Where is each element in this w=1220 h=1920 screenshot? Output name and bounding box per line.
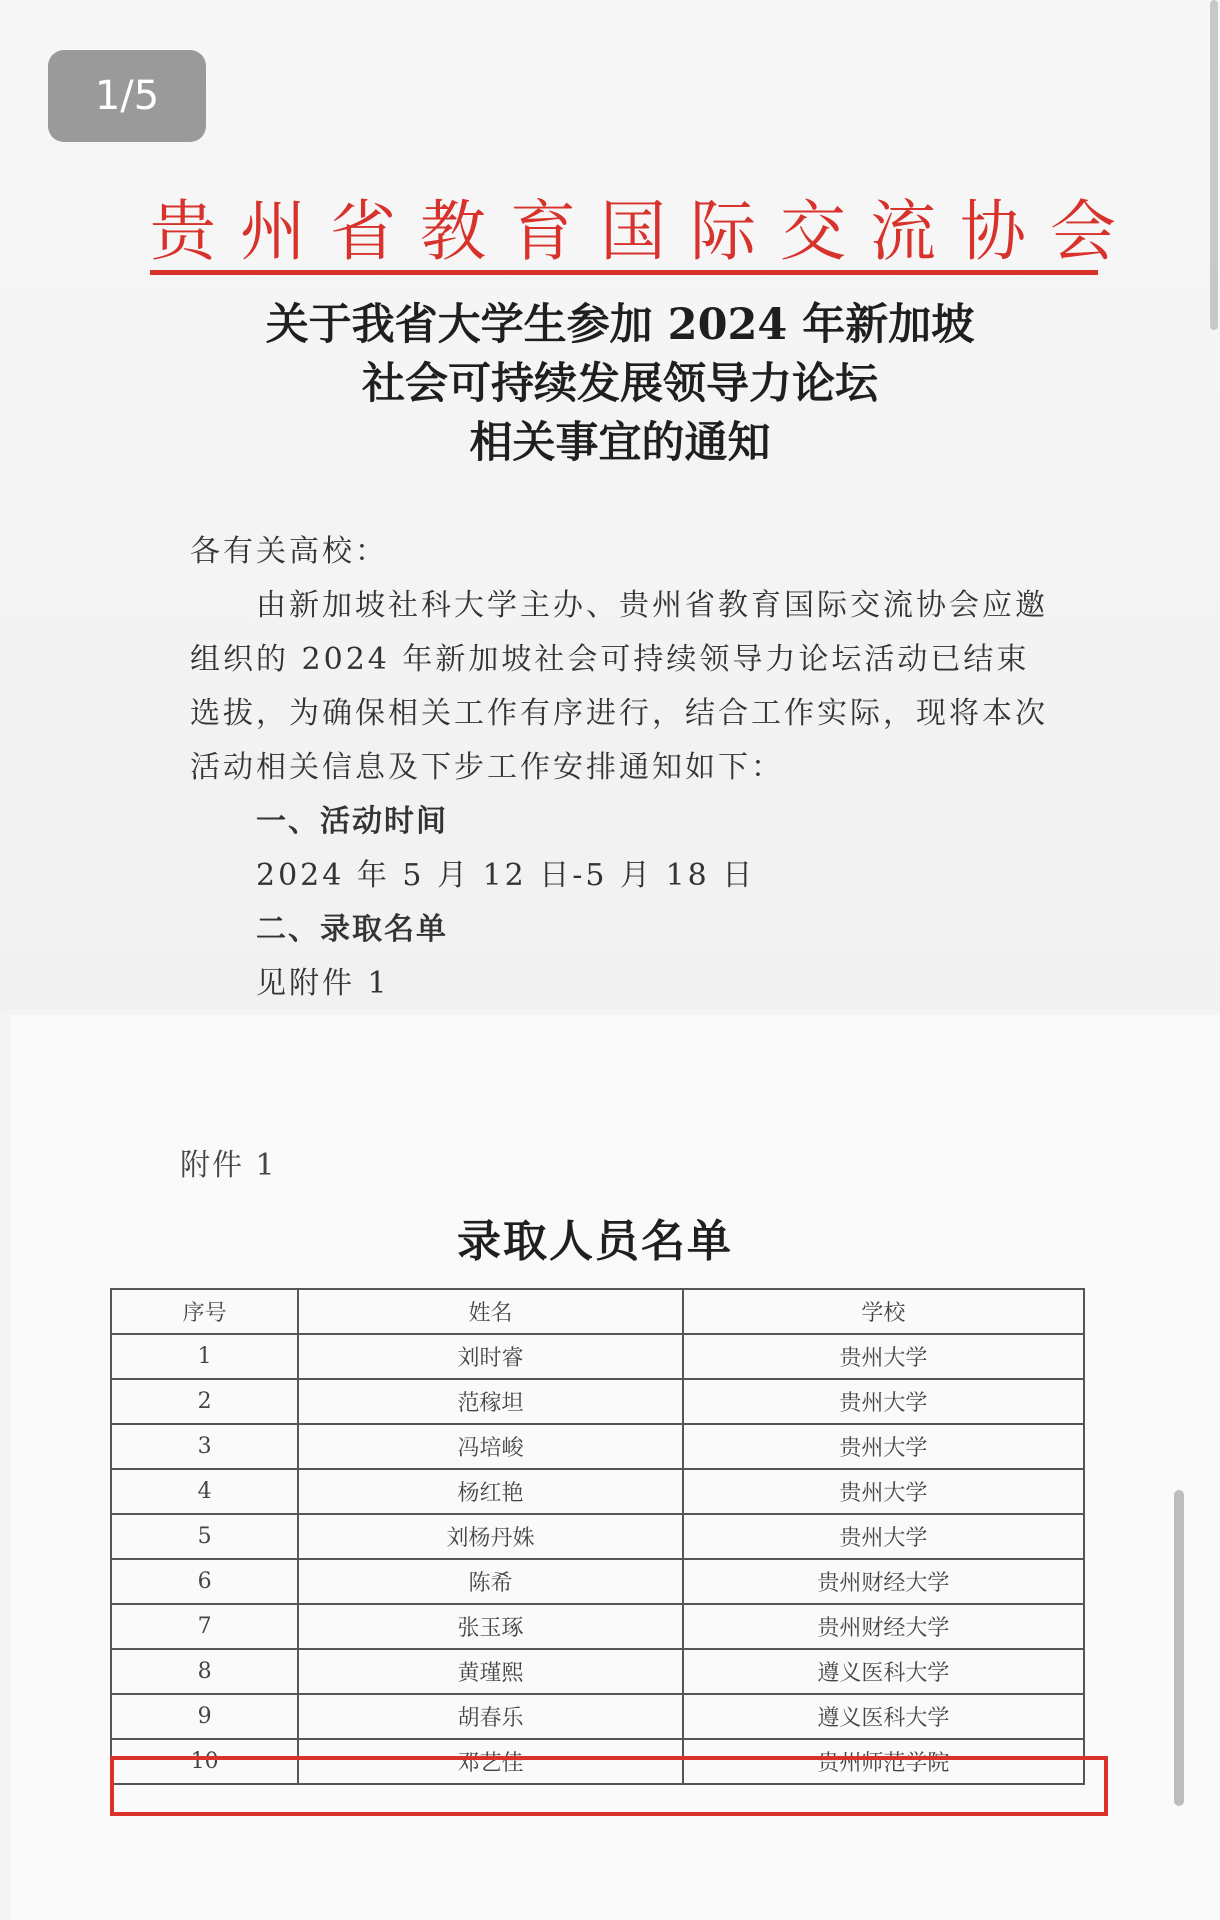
activity-dates: 2024 年 5 月 12 日-5 月 18 日 bbox=[256, 858, 756, 893]
school-name: 贵州大学 bbox=[683, 1469, 1084, 1514]
row-highlight-box bbox=[110, 1756, 1108, 1816]
admission-list-title: 录取人员名单 bbox=[457, 1216, 733, 1267]
row-number: 1 bbox=[111, 1334, 298, 1379]
table-row bbox=[111, 1694, 1084, 1739]
table-row bbox=[111, 1649, 1084, 1694]
row-number: 8 bbox=[111, 1649, 298, 1694]
school-name: 贵州大学 bbox=[683, 1424, 1084, 1469]
scrollbar-thumb[interactable] bbox=[1174, 1490, 1184, 1806]
title-line: 关于我省大学生参加 2024 年新加坡 bbox=[265, 300, 975, 350]
student-name: 张玉琢 bbox=[298, 1604, 682, 1649]
table-header-row bbox=[111, 1289, 1084, 1334]
table-row bbox=[111, 1334, 1084, 1379]
school-name: 遵义医科大学 bbox=[683, 1649, 1084, 1694]
table-row bbox=[111, 1469, 1084, 1514]
section-heading-time: 一、活动时间 bbox=[256, 804, 448, 839]
attachment-label: 附件 1 bbox=[180, 1148, 277, 1183]
student-name: 黄瑾熙 bbox=[298, 1649, 682, 1694]
row-number: 3 bbox=[111, 1424, 298, 1469]
salutation: 各有关高校： bbox=[190, 534, 388, 569]
row-number: 9 bbox=[111, 1694, 298, 1739]
student-name: 刘杨丹姝 bbox=[298, 1514, 682, 1559]
column-header-name: 姓名 bbox=[298, 1289, 682, 1334]
school-name: 贵州大学 bbox=[683, 1514, 1084, 1559]
student-name: 邓艺佳 bbox=[298, 1739, 682, 1784]
column-header-number: 序号 bbox=[111, 1289, 298, 1334]
student-name: 胡春乐 bbox=[298, 1694, 682, 1739]
student-name: 范稼坦 bbox=[298, 1379, 682, 1424]
notice-body bbox=[190, 525, 1050, 1011]
student-name: 陈希 bbox=[298, 1559, 682, 1604]
table-row bbox=[111, 1559, 1084, 1604]
student-name: 刘时睿 bbox=[298, 1334, 682, 1379]
intro-paragraph: 由新加坡社科大学主办、贵州省教育国际交流协会应邀组织的 2024 年新加坡社会可持续领导力论坛活动已结束选拔，为确保相关工作有序进行，结合工作实际，现将本次活动相关信息及下步工作安排通知如下： bbox=[190, 588, 1048, 785]
table-row bbox=[111, 1604, 1084, 1649]
student-name: 冯培峻 bbox=[298, 1424, 682, 1469]
table-row bbox=[111, 1379, 1084, 1424]
row-number: 7 bbox=[111, 1604, 298, 1649]
organization-letterhead: 贵州省教育国际交流协会 bbox=[150, 193, 1140, 270]
table-row bbox=[111, 1424, 1084, 1469]
school-name: 遵义医科大学 bbox=[683, 1694, 1084, 1739]
school-name: 贵州师范学院 bbox=[683, 1739, 1084, 1784]
notice-title bbox=[160, 296, 1080, 473]
title-line: 社会可持续发展领导力论坛 bbox=[362, 359, 878, 409]
section-heading-list: 二、录取名单 bbox=[256, 912, 448, 947]
school-name: 贵州大学 bbox=[683, 1379, 1084, 1424]
column-header-school: 学校 bbox=[683, 1289, 1084, 1334]
school-name: 贵州财经大学 bbox=[683, 1559, 1084, 1604]
letterhead-divider bbox=[150, 270, 1098, 275]
school-name: 贵州大学 bbox=[683, 1334, 1084, 1379]
row-number: 4 bbox=[111, 1469, 298, 1514]
scrollbar-thumb[interactable] bbox=[1210, 0, 1218, 330]
row-number: 5 bbox=[111, 1514, 298, 1559]
title-line: 相关事宜的通知 bbox=[469, 418, 771, 468]
row-number: 2 bbox=[111, 1379, 298, 1424]
admission-table bbox=[110, 1288, 1085, 1785]
student-name: 杨红艳 bbox=[298, 1469, 682, 1514]
page-counter-badge: 1/5 bbox=[48, 50, 206, 142]
table-row bbox=[111, 1514, 1084, 1559]
see-attachment-note: 见附件 1 bbox=[256, 966, 390, 1001]
row-number: 6 bbox=[111, 1559, 298, 1604]
row-number: 10 bbox=[111, 1739, 298, 1784]
school-name: 贵州财经大学 bbox=[683, 1604, 1084, 1649]
